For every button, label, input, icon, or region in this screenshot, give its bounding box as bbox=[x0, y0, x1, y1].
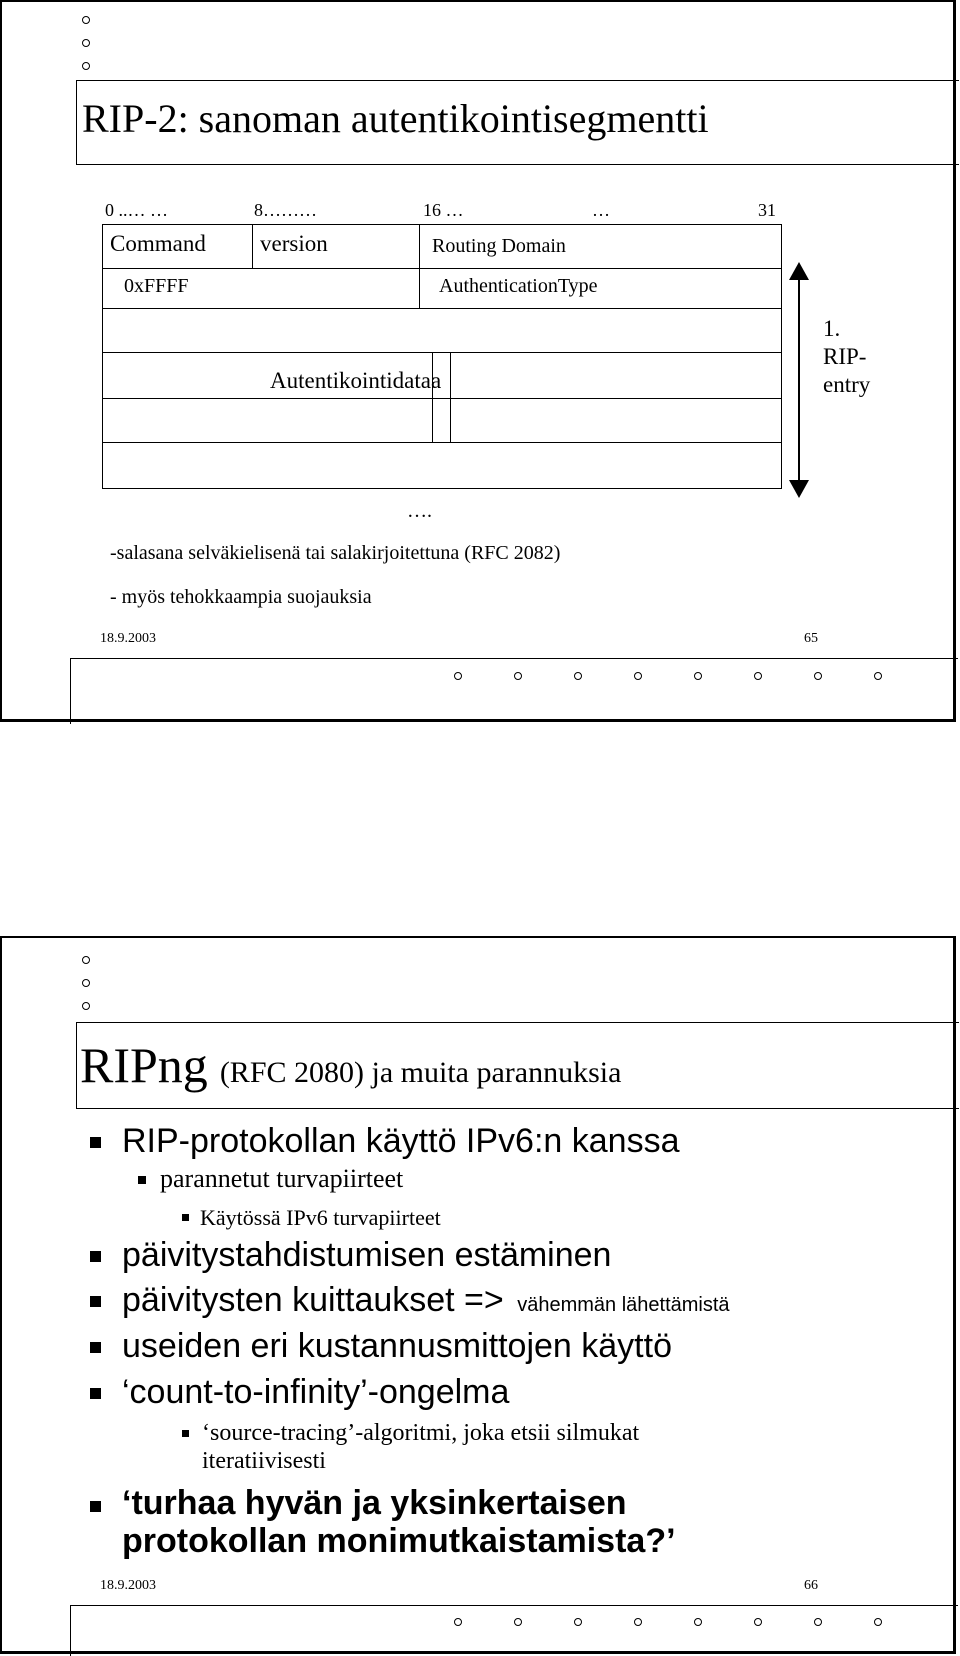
decor-circle-icon bbox=[454, 1618, 462, 1626]
bullet-update-acks bbox=[122, 1281, 730, 1320]
footer-rule-left bbox=[70, 1605, 71, 1656]
decor-circle-icon bbox=[82, 956, 90, 964]
square-bullet-icon bbox=[182, 1430, 189, 1437]
decor-circle-icon bbox=[874, 1618, 882, 1626]
square-bullet-icon bbox=[90, 1342, 101, 1353]
square-bullet-icon bbox=[90, 1137, 101, 1148]
bit-label-dots: … bbox=[592, 200, 610, 220]
decor-circle-icon bbox=[694, 1618, 702, 1626]
slide-title: RIP-2: sanoman autentikointisegmentti bbox=[82, 96, 709, 141]
decor-circle-icon bbox=[814, 672, 822, 680]
footer-rule bbox=[70, 1605, 958, 1606]
bullet-source-tracing-line2: iteratiivisesti bbox=[202, 1448, 326, 1474]
packet-field-divider bbox=[432, 352, 433, 442]
square-bullet-icon bbox=[138, 1176, 146, 1184]
bullet-ripng-ipv6: RIP-protokollan käyttö IPv6:n kanssa bbox=[122, 1122, 680, 1160]
title-rest: (RFC 2080) ja muita parannuksia bbox=[219, 1056, 622, 1089]
slide-title bbox=[80, 1036, 621, 1094]
bit-label-16: 16 … bbox=[423, 200, 464, 220]
arrow-down-icon bbox=[789, 480, 809, 498]
decor-circle-icon bbox=[82, 62, 90, 70]
packet-row-divider bbox=[102, 442, 782, 443]
decor-circle-icon bbox=[694, 672, 702, 680]
note-line-1: -salasana selväkielisenä tai salakirjoitettuna (RFC 2082) bbox=[110, 542, 561, 564]
entry-arrow-shaft bbox=[798, 278, 800, 484]
slide-65 bbox=[0, 0, 956, 722]
bullet-update-acks-small: vähemmän lähettämistä bbox=[517, 1294, 730, 1316]
bullet-source-tracing-line1: ‘source-tracing’-algoritmi, joka etsii silmukat bbox=[202, 1420, 640, 1446]
bullet-count-to-infinity: ‘count-to-infinity’-ongelma bbox=[122, 1373, 510, 1411]
decor-circle-icon bbox=[514, 672, 522, 680]
decor-circle-icon bbox=[574, 672, 582, 680]
arrow-up-icon bbox=[789, 262, 809, 280]
bullet-security-features: parannetut turvapiirteet bbox=[160, 1164, 404, 1193]
decor-circle-icon bbox=[82, 1002, 90, 1010]
decor-circle-icon bbox=[574, 1618, 582, 1626]
packet-field-divider bbox=[450, 352, 451, 442]
decor-circle-icon bbox=[82, 39, 90, 47]
decor-circle-icon bbox=[874, 672, 882, 680]
field-version: version bbox=[260, 231, 328, 256]
bullet-cost-metrics: useiden eri kustannusmittojen käyttö bbox=[122, 1327, 672, 1365]
packet-field-divider bbox=[252, 224, 253, 268]
decor-circle-icon bbox=[82, 979, 90, 987]
decor-circle-icon bbox=[814, 1618, 822, 1626]
packet-border-top bbox=[102, 224, 782, 225]
decor-circle-icon bbox=[634, 672, 642, 680]
decor-circle-icon bbox=[754, 672, 762, 680]
packet-row-divider bbox=[102, 398, 782, 399]
slide-number: 65 bbox=[804, 631, 818, 646]
square-bullet-icon bbox=[90, 1388, 101, 1399]
square-bullet-icon bbox=[90, 1296, 101, 1307]
note-line-2: - myös tehokkaampia suojauksia bbox=[110, 586, 372, 608]
bullet-ipv6-security: Käytössä IPv6 turvapiirteet bbox=[200, 1205, 441, 1230]
packet-border-right bbox=[781, 224, 782, 488]
bullet-complexity-line2: protokollan monimutkaistamista?’ bbox=[122, 1522, 676, 1560]
decor-circle-icon bbox=[754, 1618, 762, 1626]
bullet-complexity-line1: ‘turhaa hyvän ja yksinkertaisen bbox=[122, 1484, 627, 1522]
slide-66 bbox=[0, 936, 956, 1654]
field-routing-domain: Routing Domain bbox=[432, 235, 566, 257]
field-auth-data: Autentikointidataa bbox=[270, 368, 442, 393]
square-bullet-icon bbox=[90, 1251, 101, 1262]
continuation-ellipsis: …. bbox=[407, 500, 432, 522]
bullet-update-sync: päivitystahdistumisen estäminen bbox=[122, 1236, 612, 1274]
packet-field-divider bbox=[419, 224, 420, 308]
bit-label-31: 31 bbox=[758, 200, 776, 220]
slide-number: 66 bbox=[804, 1578, 818, 1593]
field-command: Command bbox=[110, 231, 206, 256]
bullet-update-acks-main: päivitysten kuittaukset => bbox=[122, 1281, 504, 1319]
entry-label-line2: RIP- bbox=[823, 344, 867, 369]
square-bullet-icon bbox=[182, 1214, 189, 1221]
footer-rule bbox=[70, 658, 958, 659]
packet-row-divider bbox=[102, 352, 782, 353]
field-auth-type: AuthenticationType bbox=[439, 275, 598, 297]
field-address-family: 0xFFFF bbox=[124, 275, 189, 297]
entry-label-line3: entry bbox=[823, 372, 871, 397]
packet-row-divider bbox=[102, 268, 782, 269]
packet-row-divider bbox=[102, 308, 782, 309]
bit-label-8: 8……… bbox=[254, 200, 317, 220]
square-bullet-icon bbox=[90, 1501, 101, 1512]
title-main: RIPng bbox=[80, 1037, 208, 1093]
entry-label-line1: 1. bbox=[823, 316, 841, 341]
decor-circle-icon bbox=[82, 16, 90, 24]
packet-border-bottom bbox=[102, 488, 782, 489]
footer-rule-left bbox=[70, 658, 71, 724]
slide-date: 18.9.2003 bbox=[100, 631, 156, 646]
decor-circle-icon bbox=[514, 1618, 522, 1626]
decor-circle-icon bbox=[454, 672, 462, 680]
packet-border-left bbox=[102, 224, 103, 488]
decor-circle-icon bbox=[634, 1618, 642, 1626]
bit-label-0: 0 ..… … bbox=[105, 200, 168, 220]
slide-date: 18.9.2003 bbox=[100, 1578, 156, 1593]
